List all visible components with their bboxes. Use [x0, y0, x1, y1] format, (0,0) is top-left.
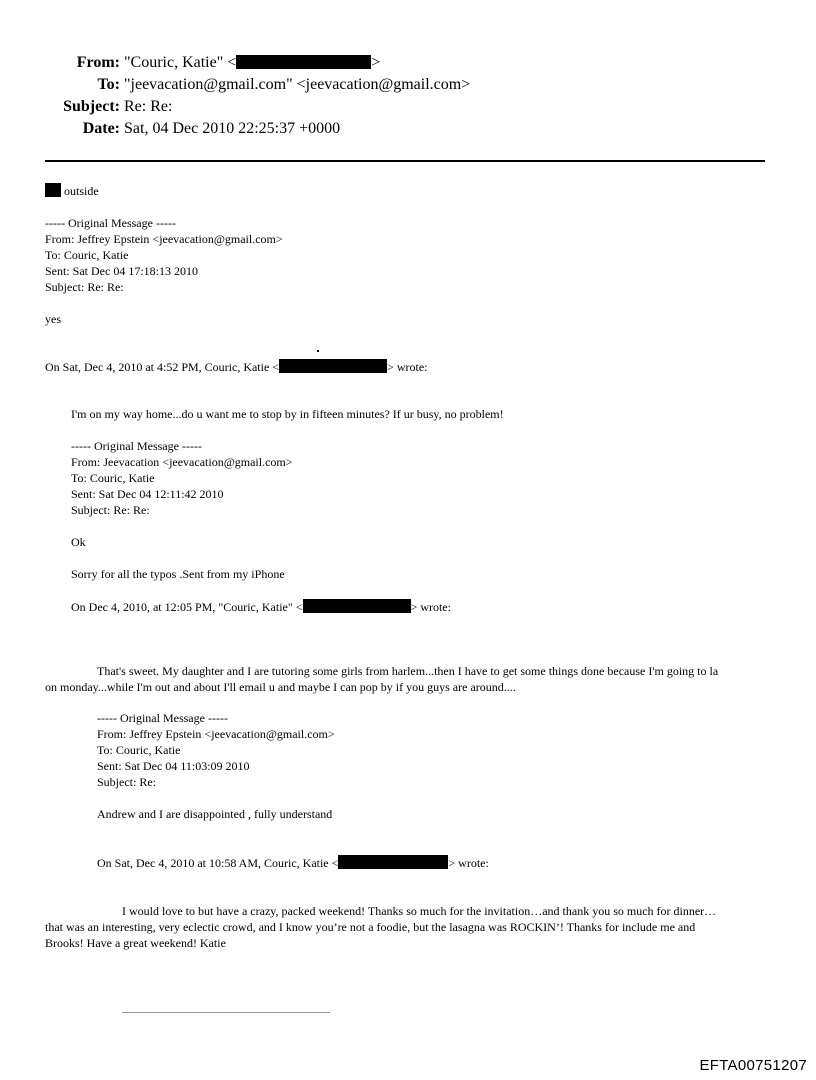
orig2-from: From: Jeevacation <jeevacation@gmail.com>	[71, 455, 293, 469]
reply-text: outside	[64, 184, 99, 198]
msg3-line2: on monday...while I'm out and about I'll email u and maybe I can pop by if you guys are around....	[45, 680, 516, 694]
header-divider	[45, 160, 765, 162]
redaction-box	[45, 183, 61, 197]
reply-line	[45, 183, 99, 199]
wrote3-pre: On Sat, Dec 4, 2010 at 10:58 AM, Couric, Katie <	[97, 856, 339, 870]
orig2-subject: Subject: Re: Re:	[71, 503, 150, 517]
stray-mark	[317, 350, 319, 352]
wrote2-post: > wrote:	[410, 600, 451, 614]
signature-rule	[122, 1012, 330, 1013]
orig1-divider: ----- Original Message -----	[45, 216, 176, 230]
msg3-line1: That's sweet. My daughter and I are tutoring some girls from harlem...then I have to get some things done because I'm going to la	[97, 664, 719, 678]
to-label: To:	[97, 76, 120, 93]
wrote3-post: > wrote:	[448, 856, 489, 870]
msg2-text: I'm on my way home...do u want me to stop by in fifteen minutes? If ur busy, no problem!	[71, 407, 504, 421]
orig1-subject: Subject: Re: Re:	[45, 280, 124, 294]
redaction-box	[303, 599, 411, 613]
wrote2-pre: On Dec 4, 2010, at 12:05 PM, "Couric, Katie" <	[71, 600, 303, 614]
header-from	[45, 54, 380, 72]
orig3-sent: Sent: Sat Dec 04 11:03:09 2010	[97, 759, 250, 773]
subject-value: Re: Re:	[124, 98, 173, 115]
redaction-box	[236, 55, 371, 69]
orig1-to: To: Couric, Katie	[45, 248, 129, 262]
wrote1-pre: On Sat, Dec 4, 2010 at 4:52 PM, Couric, Katie <	[45, 360, 280, 374]
orig3-subject: Subject: Re:	[97, 775, 156, 789]
msg4-line3: Brooks! Have a great weekend! Katie	[45, 936, 226, 950]
orig3-text: Andrew and I are disappointed , fully understand	[97, 807, 333, 821]
wrote2-line	[71, 599, 451, 615]
date-label: Date:	[82, 120, 120, 137]
orig2-sent: Sent: Sat Dec 04 12:11:42 2010	[71, 487, 224, 501]
to-value: "jeevacation@gmail.com" <jeevacation@gmail.com>	[124, 76, 471, 93]
orig3-to: To: Couric, Katie	[97, 743, 181, 757]
header-to	[45, 76, 470, 94]
from-value: "Couric, Katie" <	[124, 54, 237, 71]
orig1-text: yes	[45, 312, 61, 326]
from-label: From:	[76, 54, 120, 71]
orig2-divider: ----- Original Message -----	[71, 439, 202, 453]
wrote1-line	[45, 359, 428, 375]
orig1-sent: Sent: Sat Dec 04 17:18:13 2010	[45, 264, 198, 278]
header-subject	[45, 98, 172, 116]
date-value: Sat, 04 Dec 2010 22:25:37 +0000	[124, 120, 341, 137]
msg4-line1: I would love to but have a crazy, packed weekend! Thanks so much for the invitation…and thank you so much for dinner…	[122, 904, 717, 918]
wrote1-post: > wrote:	[387, 360, 428, 374]
orig1-from: From: Jeffrey Epstein <jeevacation@gmail.com>	[45, 232, 283, 246]
orig2-to: To: Couric, Katie	[71, 471, 155, 485]
from-value-end: >	[371, 54, 381, 71]
orig3-divider: ----- Original Message -----	[97, 711, 228, 725]
orig2-signature: Sorry for all the typos .Sent from my iPhone	[71, 567, 285, 581]
redaction-box	[279, 359, 387, 373]
header-date	[45, 120, 340, 138]
orig2-text: Ok	[71, 535, 86, 549]
msg4-line2: that was an interesting, very eclectic crowd, and I know you’re not a foodie, but the lasagna was ROCKIN’! Thanks for include me and	[45, 920, 696, 934]
bates-number: EFTA00751207	[699, 1057, 807, 1074]
subject-label: Subject:	[63, 98, 120, 115]
redaction-box	[338, 855, 448, 869]
wrote3-line	[97, 855, 489, 871]
orig3-from: From: Jeffrey Epstein <jeevacation@gmail.com>	[97, 727, 335, 741]
